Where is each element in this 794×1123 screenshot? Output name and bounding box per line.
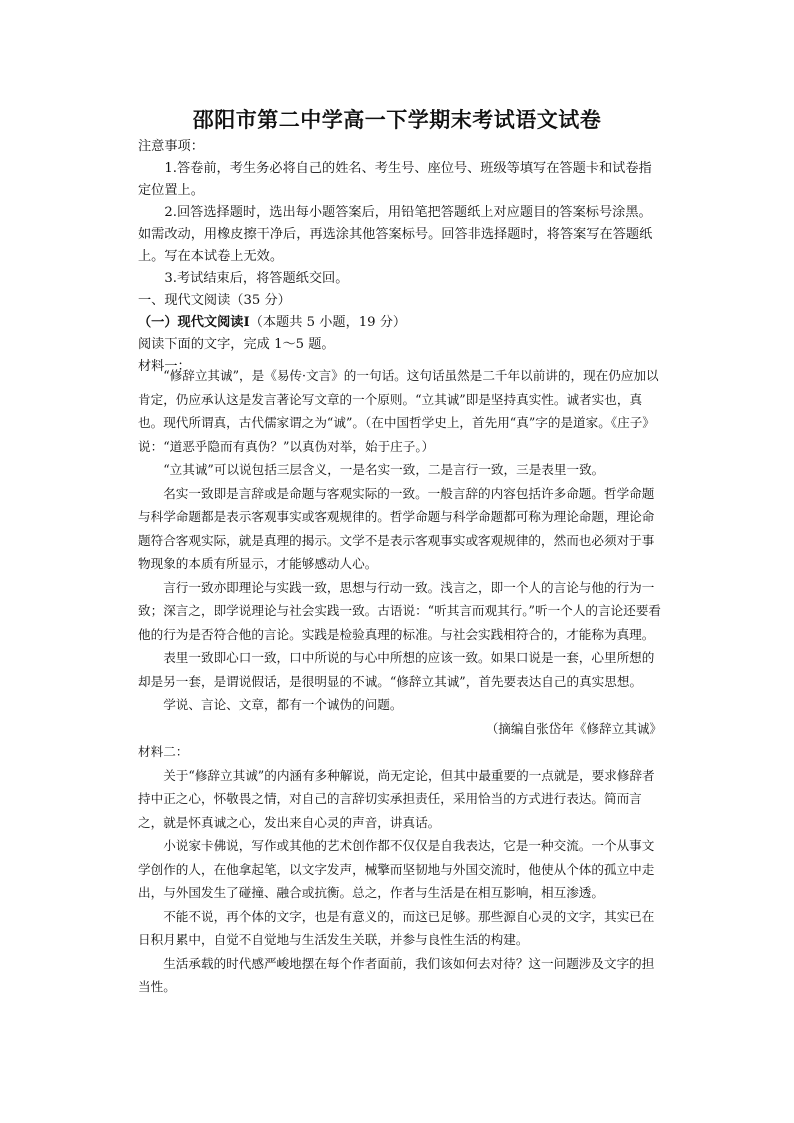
section-heading: 一、现代文阅读（35 分） — [138, 293, 291, 308]
page-title: 邵阳市第二中学高一下学期末考试语文试卷 — [192, 107, 602, 132]
material-1-paragraph: 言行一致亦即理论与实践一致，思想与行动一致。浅言之，即一个人的言论与他的行为一致；深言之，即学说理论与社会实践一致。古语说：“听其言而观其行。”听一个人的言论还要看他的行为是否符合他的言论。实践是检验真理的标准。与社会实践相符合的，才能称为真理。 — [138, 579, 661, 642]
material-2-label: 材料二： — [138, 744, 189, 759]
material-1-paragraph: 表里一致即心口一致，口中所说的与心中所想的应该一致。如果口说是一套，心里所想的却是另一套，是谓说假话，是很明显的不诚。“修辞立其诚”，首先要表达自己的真实思想。 — [138, 650, 655, 689]
material-1-body — [138, 364, 662, 999]
material-2-paragraph: 小说家卡佛说，写作或其他的艺术创作都不仅仅是自我表达，它是一种交流。一个从事文学创作的人，在他拿起笔，以文字发声，械擎而坚韧地与外国交流时，他使从个体的孤立中走出，与外国发生了碰撞、融合或抗衡。总之，作者与生活是在相互影响，相互渗透。 — [138, 838, 655, 900]
sub-section-heading — [138, 312, 662, 334]
notice-item-2: 2.回答选择题时，选出每小题答案后，用铅笔把答题纸上对应题目的答案标号涂黑。如需改动，用橡皮擦干净后，再选涂其他答案标号。回答非选择题时，将答案写在答题纸上。写在本试卷上无效。 — [138, 205, 653, 264]
material-1-paragraph: 名实一致即是言辞或是命题与客观实际的一致。一般言辞的内容包括许多命题。哲学命题与科学命题都是表示客观事实或客观规律的。哲学命题与科学命题都可称为理论命题，理论命题符合客观实际，就是真理的揭示。文学不是表示客观事实或客观规律的，然而也必须对于事物现象的本质有所显示，才能够感动人心。 — [138, 485, 655, 571]
notice-section — [138, 136, 662, 378]
material-2-paragraph: 关于“修辞立其诚”的内涵有多种解说，尚无定论，但其中最重要的一点就是，要求修辞者持中正之心，怀敬畏之情，对自己的言辞切实承担责任，采用恰当的方式进行表达。简而言之，就是怀真诚之心，发出来自心灵的声音，讲真话。 — [138, 767, 655, 830]
reading-instruction: 阅读下面的文字，完成 1～5 题。 — [138, 337, 335, 352]
notice-heading: 注意事项： — [138, 139, 204, 154]
material-1-paragraph: “修辞立其诚”，是《易传·文言》的一句话。这句话虽然是二千年以前讲的，现在仍应加以肯定，仍应承认这是发言著论写文章的一个原则。“立其诚”即是坚持真实性。诚者实也，真也。现代所谓真，古代儒家谓之为“诚”。（在中国哲学史上，首先用“真”字的是道家。《庄子》说：“道恶乎隐而有真伪？”以真伪对举，始于庄子。） — [138, 368, 659, 454]
material-1-paragraph: 学说、言论、文章，都有一个诚伪的问题。 — [163, 697, 403, 712]
material-1-label: 材料一： — [138, 359, 191, 374]
material-1-source: （摘编自张岱年《修辞立其诚》 — [485, 720, 662, 736]
material-2-paragraph: 生活承载的时代感严峻地摆在每个作者面前，我们该如何去对待？这一问题涉及文字的担当性。 — [138, 955, 655, 994]
material-1-paragraph: “立其诚”可以说包括三层含义，一是名实一致，二是言行一致，三是表里一致。 — [163, 462, 605, 477]
sub-heading-strong: （一）现代文阅读Ⅰ — [138, 315, 250, 330]
notice-item-3: 3.考试结束后，将答题纸交回。 — [164, 271, 349, 286]
sub-heading-rest: （本题共 5 小题，19 分） — [249, 315, 407, 330]
notice-item-1: 1.答卷前，考生务必将自己的姓名、考生号、座位号、班级等填写在答题卡和试卷指定位置上。 — [138, 161, 652, 198]
material-2-paragraph: 不能不说，再个体的文字，也是有意义的，而这已足够。那些源自心灵的文字，其实已在日积月累中，自觉不自觉地与生活发生关联，并参与良性生活的构建。 — [138, 908, 655, 947]
